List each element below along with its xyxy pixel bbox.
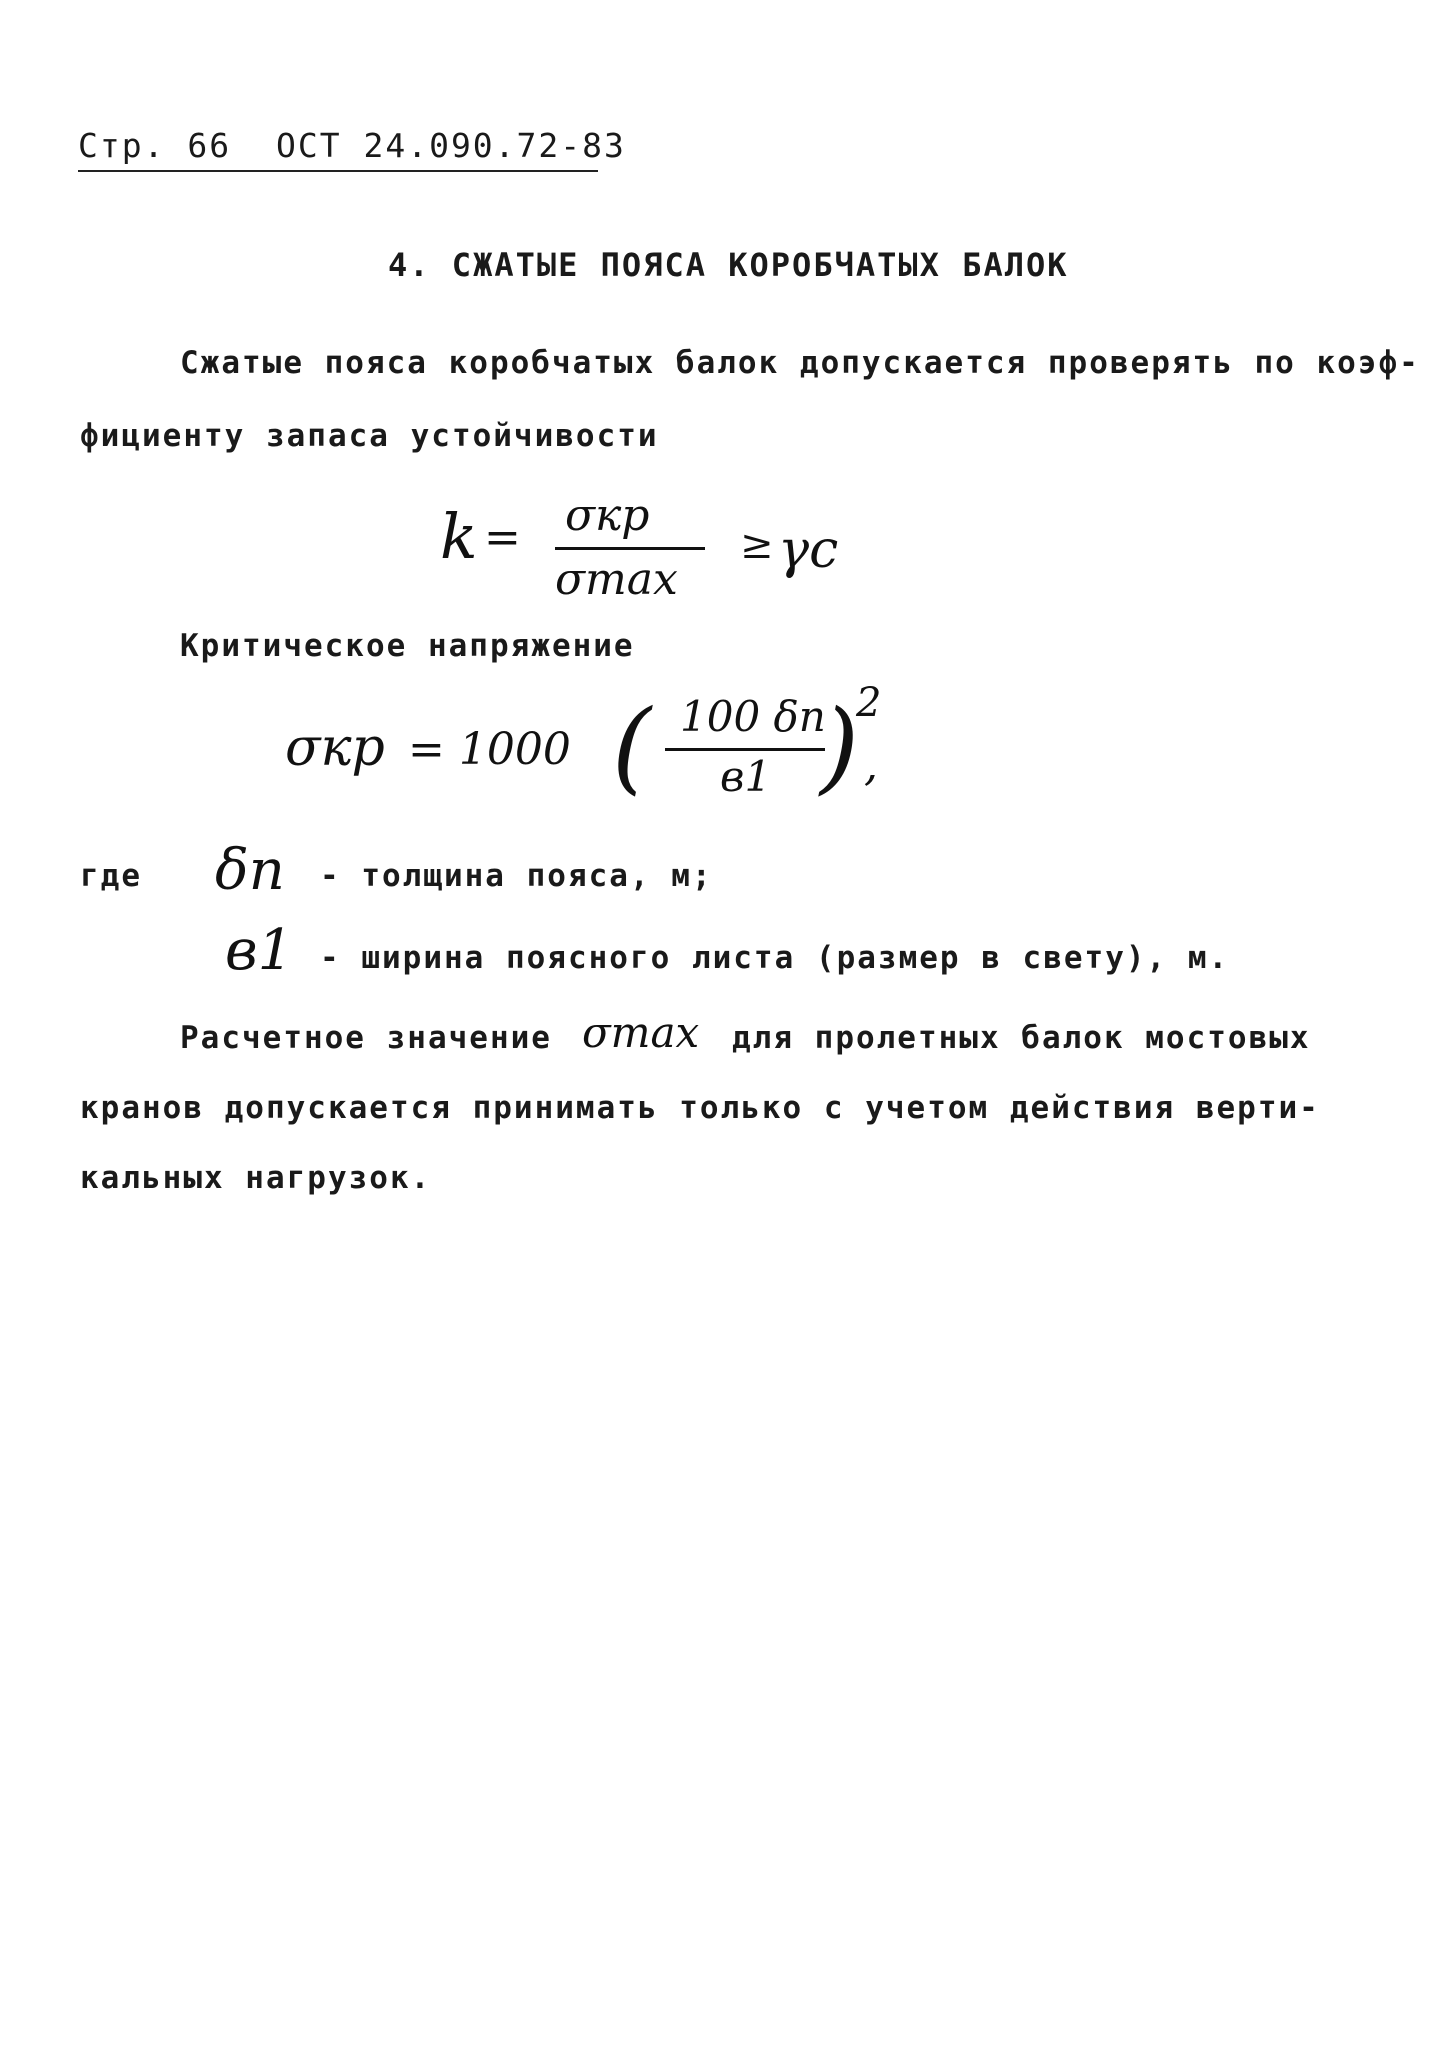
formula1-numerator: σкр <box>565 490 650 541</box>
para-line-3: кальных нагрузок. <box>80 1160 432 1196</box>
intro-line-2: фициенту запаса устойчивости <box>80 418 659 454</box>
formula2-equals-value: = 1000 <box>408 724 571 775</box>
formula2-lhs: σкр <box>285 718 385 778</box>
sigma-max-symbol: σmax <box>582 1008 700 1057</box>
formula1-relation: ≥ <box>740 522 774 568</box>
delta-n-symbol: δп <box>215 838 285 903</box>
formula2-left-paren: ( <box>612 688 652 805</box>
formula2-comma: , <box>864 740 878 791</box>
para-line-1-end: для пролетных балок мостовых <box>732 1020 1311 1056</box>
section-title: 4. СЖАТЫЕ ПОЯСА КОРОБЧАТЫХ БАЛОК <box>388 246 1069 284</box>
formula1-fraction-bar <box>555 547 705 550</box>
formula1-lhs: k <box>440 500 478 573</box>
page-label: Стр. 66 <box>78 126 232 165</box>
formula1-denominator: σmax <box>555 554 678 605</box>
header-underline <box>78 170 598 172</box>
standard-code: ОСТ 24.090.72-83 <box>276 126 626 165</box>
para-line-1-start: Расчетное значение <box>180 1020 552 1056</box>
formula2-exponent: 2 <box>856 680 882 726</box>
where-label: где <box>80 858 142 894</box>
formula1-rhs: γc <box>778 520 839 580</box>
formula1-equals: = <box>484 512 521 563</box>
formula2-denominator: в1 <box>720 752 772 801</box>
definition-thickness: - толщина пояса, м; <box>320 858 713 894</box>
intro-line-1: Сжатые пояса коробчатых балок допускается проверять по коэф- <box>180 345 1420 381</box>
critical-stress-label: Критическое напряжение <box>180 628 635 664</box>
formula2-numerator: 100 δп <box>680 692 826 741</box>
b1-symbol: в1 <box>225 918 294 983</box>
para-line-2: кранов допускается принимать только с учетом действия верти- <box>80 1090 1320 1126</box>
definition-width: - ширина поясного листа (размер в свету), м. <box>320 940 1230 976</box>
formula2-fraction-bar <box>665 748 825 751</box>
formula2-right-paren: ) <box>820 688 860 805</box>
